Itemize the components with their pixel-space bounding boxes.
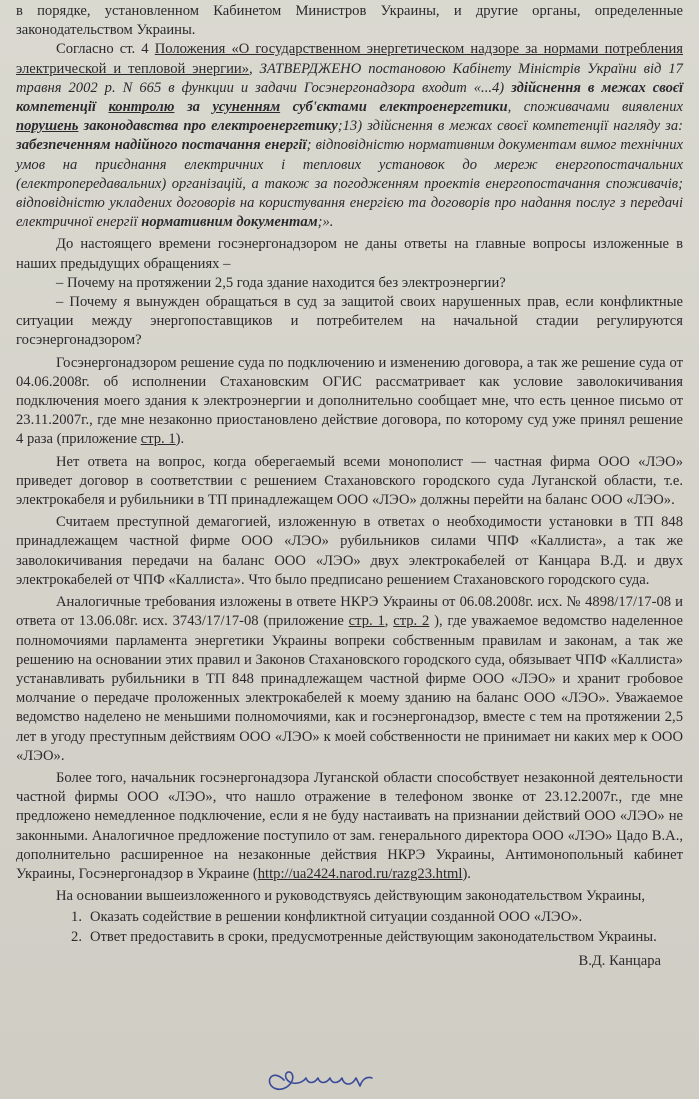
paragraph-conclusion: На основании вышеизложенного и руководствуясь действующим законодательством Украины, <box>56 888 646 905</box>
attachment-link-page1[interactable]: стр. 1 <box>140 431 176 448</box>
text: ; відповідністю нормативним документам вимог технічних умов на приєднання електричних і теплових установок до мереж енергопостачальних (електропередавальних) організацій, а також за погодженням проектів енергопостачання споживачів; відповідністю укладених договорів на користування енергією та договорів про надання послуг з передачі електричної енергії <box>16 137 683 231</box>
text: здійснення в межах своєї компетенції <box>16 79 684 116</box>
text: ), где уважаемое ведомство наделенное полномочиями парламента энергетики Украины вопреки собственным правилам и законам, а так же решению на основании этих правил и Законов Стахановского городского суда, обязывает ЧПФ «Каллиста» устанавливать рубильники в ТП 848 принадлежащем частной фирме ООО «ЛЭО» и хранит гробовое молчание о передаче проложенных электрокабелей к моему зданию на баланс ООО «ЛЭО». Уважаемое ведомство наделено не меньшими полномочиями, как и госэнергонадзор, вместе с тем на протяжении 2,5 лет в угоду преступным действиям ООО «ЛЭО» к моей собственности не принимает ни каких мер к ООО «ЛЭО». <box>16 613 683 764</box>
paragraph-moreover <box>16 769 683 884</box>
text: Более того, начальник госэнергонадзора Луганской области способствует незаконной деятельности частной фирмы ООО «ЛЭО», что нашло отражение в телефоном звонке от 23.12.2007г., где мне предложено немедленное подключение, если я не буду настаивать на признании действий ООО «ЛЭО» не законными. Аналогичное предложение поступило от зам. генерального директора ООО «ЛЭО» Цадо В.А., дополнительно расширенное на незаконные действия НКРЭ Украины, Антимонопольный кабинет Украины, Госэнергонадзор в Украине ( <box>16 769 683 882</box>
list-text: Оказать содействие в решении конфликтной ситуации созданной ООО «ЛЭО». <box>90 909 583 926</box>
attachment-link-page2[interactable]: стр. 2 <box>393 613 430 630</box>
request-list <box>16 908 683 946</box>
paragraph-intro: в порядке, установленном Кабинетом Министров Украины, и другие органы, определенные законодательством Украины. <box>16 3 683 39</box>
text: , <box>384 613 394 630</box>
question-2: – Почему я вынужден обращаться в суд за защитой своих нарушенных прав, если конфликтные ситуации между энергопоставщиков и потребителем на начальной стадии регулируются госэнергонадзором? <box>16 294 683 349</box>
text: ;13) здійснення в межах своєї компетенції нагляду за: <box>337 118 683 135</box>
text: , споживачами виявлених <box>507 99 684 116</box>
paragraph-nkre <box>16 593 683 766</box>
text: Согласно ст. 4 <box>56 41 155 58</box>
text: законодавства про електроенергетику <box>78 118 338 135</box>
text: , ЗАТВЕРДЖЕНО постановою Кабінету Міністрів України від 17 травня 2002 р. N 665 в функции и задачи Госэнергонадзора входит «...4) <box>16 60 683 96</box>
text: Госэнергонадзором решение суда по подключению и изменению договора, а так же решение суда от 04.06.2008г. об исполнении Стахановским ОГИС рассматривает как условие заволокичивания подключения моего здания к электроэнергии и дополнительно сообщает мне, что есть ценное письмо от 23.11.2007г., где мне незаконно приостановлено действие договора, по которому суд уже принял решение 4 раза (приложение <box>16 354 683 448</box>
text: ). <box>462 865 471 882</box>
handwritten-signature-icon <box>262 1060 392 1094</box>
paragraph-unanswered: До настоящего времени госэнергонадзором не даны ответы на главные вопросы изложенные в наших предыдущих обращениях – <box>16 236 683 272</box>
signer-name: В.Д. Канцара <box>578 952 661 969</box>
list-number: 2. <box>71 928 82 945</box>
paragraph-demagogy: Считаем преступной демагогией, изложенную в ответах о необходимости установки в ТП 848 принадлежащем частной фирме ООО «ЛЭО» рубильников силами ЧПФ «Каллиста», а так же заволокичивания передачи на баланс ООО «ЛЭО» двух электрокабелей от Канцара В.Д. и двух электрокабелей от ЧПФ «Каллиста». Что было предписано решением Стахановского городского суда. <box>16 514 683 588</box>
text: Аналогичные требования изложены в ответе НКРЭ Украины от 06.08.2008г. исх. № 4898/17/17-08 и ответа от 13.06.08г. исх. 3743/17/17-08 (приложение <box>16 594 683 630</box>
list-text: Ответ предоставить в сроки, предусмотренные действующим законодательством Украины. <box>90 928 657 945</box>
text: контролю <box>108 99 175 116</box>
list-number: 1. <box>71 909 82 926</box>
text: ). <box>175 431 185 448</box>
text: ;». <box>317 214 334 231</box>
paragraph-court-decision <box>16 354 683 450</box>
paragraph-regulation <box>16 40 683 232</box>
regulation-link[interactable]: Положения «О государственном энергетическом надзоре за нормами потребления электрической и тепловой энергии» <box>16 41 683 77</box>
text: за <box>174 99 213 116</box>
question-1: – Почему на протяжении 2,5 года здание находится без электроэнергии? <box>56 274 506 291</box>
list-item <box>16 908 683 927</box>
text: суб'єктами електроенергетики <box>280 99 508 116</box>
attachment-link-page1[interactable]: стр. 1 <box>348 613 385 630</box>
text: забезпеченням надійного постачання енергії <box>16 137 307 154</box>
web-link[interactable]: http://ua2424.narod.ru/razg23.html <box>257 865 463 882</box>
list-item <box>16 928 683 947</box>
text: нормативним документам <box>141 214 318 231</box>
paragraph-no-answer: Нет ответа на вопрос, когда оберегаемый всеми монополист — частная фирма ООО «ЛЭО» приведет договор в соответствии с решением Стахановского городского суда Луганской области, т.е. электрокабеля и рубильники в ТП принадлежащем ООО «ЛЭО» должны перейти на баланс ООО «ЛЭО». <box>16 453 683 509</box>
text: порушень <box>16 118 79 135</box>
text: усуненням <box>212 99 281 116</box>
